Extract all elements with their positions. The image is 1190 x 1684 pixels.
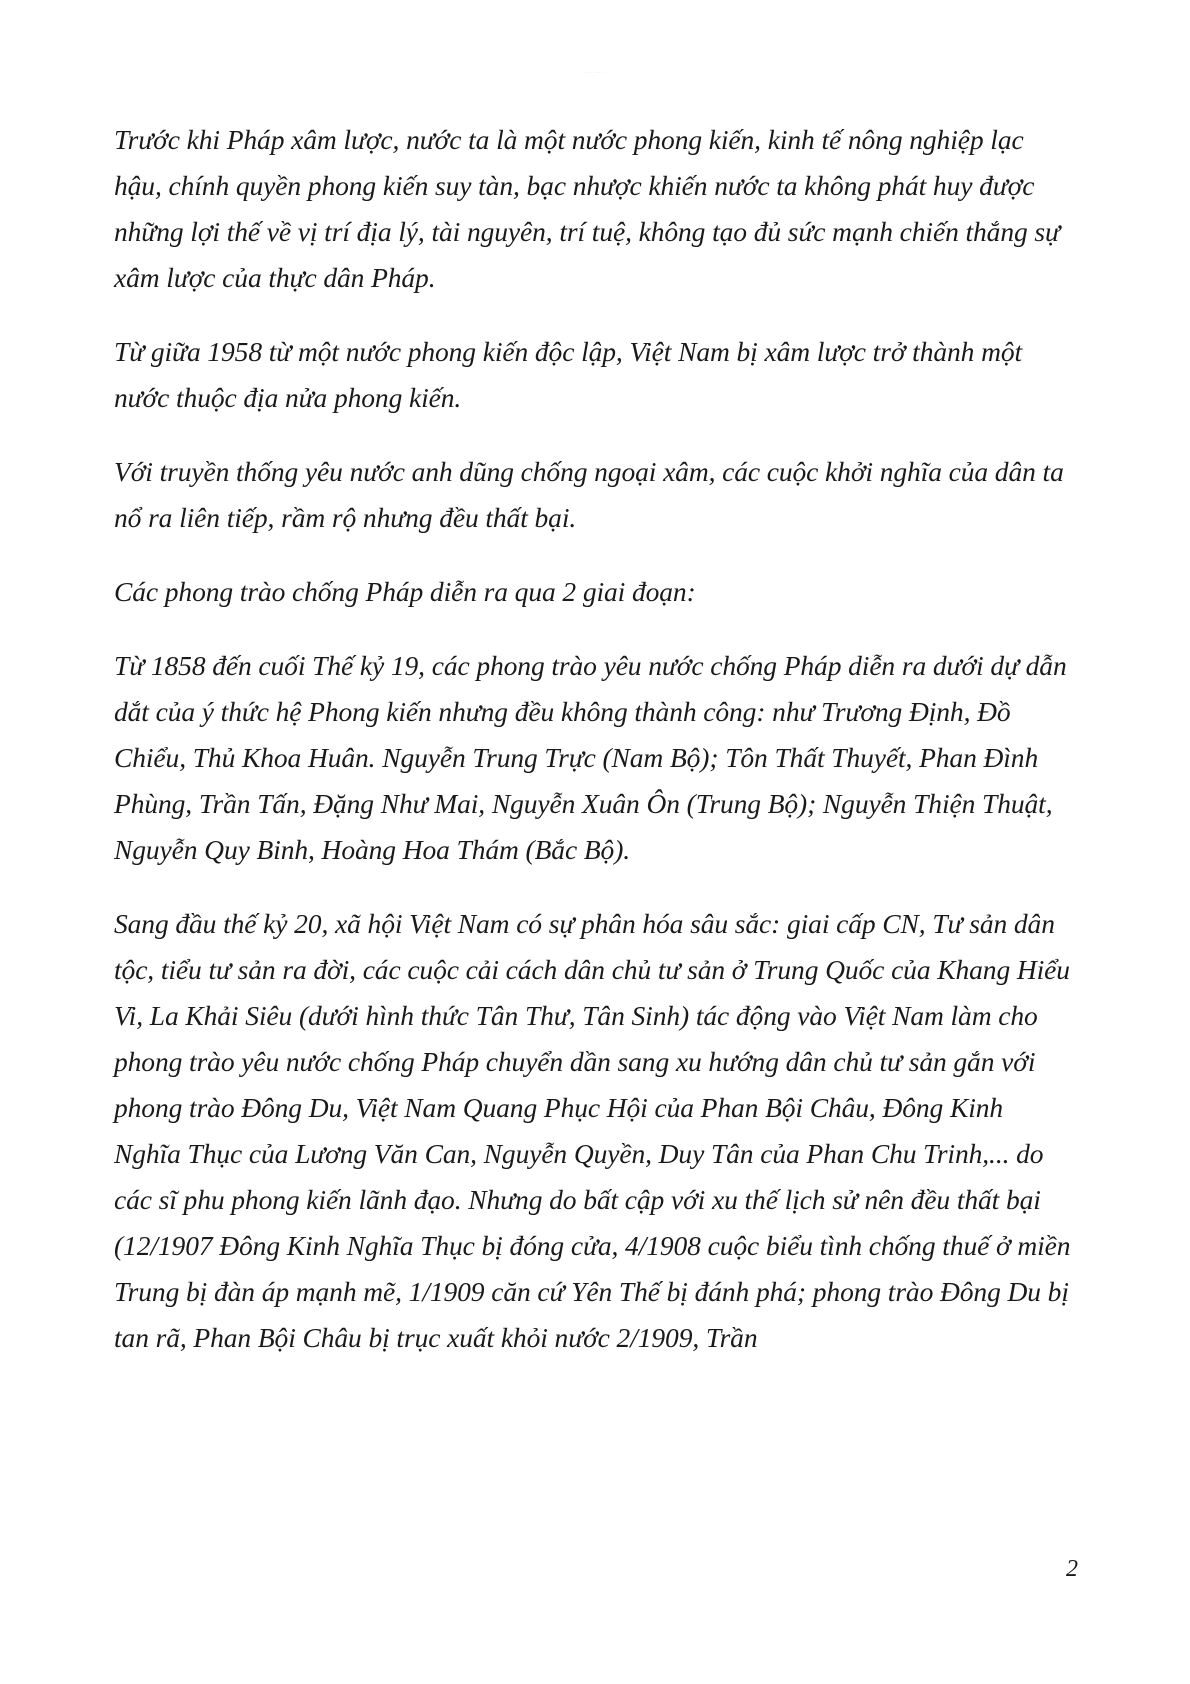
paragraph-phase-two: Sang đầu thế kỷ 20, xã hội Việt Nam có sự phân hóa sâu sắc: giai cấp CN, Tư sản dân tộc, tiểu tư sản ra đời, các cuộc cải cách dân chủ tư sản ở Trung Quốc của Khang Hiểu Vi, La Khải Siêu (dưới hình thức Tân Thư, Tân Sinh) tác động vào Việt Nam làm cho phong trào yêu nước chống Pháp chuyển dần sang xu hướng dân chủ tư sản gắn với phong trào Đông Du, Việt Nam Quang Phục Hội của Phan Bội Châu, Đông Kinh Nghĩa Thục của Lương Văn Can, Nguyễn Quyền, Duy Tân của Phan Chu Trinh,... do các sĩ phu phong kiến lãnh đạo. Nhưng do bất cập với xu thế lịch sử nên đều thất bại (12/1907 Đông Kinh Nghĩa Thục bị đóng cửa, 4/1908 cuộc biểu tình chống thuế ở miền Trung bị đàn áp mạnh mẽ, 1/1909 căn cứ Yên Thế bị đánh phá; phong trào Đông Du bị tan rã, Phan Bội Châu bị trục xuất khỏi nước 2/1909, Trần — [114, 908, 1071, 1353]
header-mark: ··· ·· ···· · — [584, 70, 606, 75]
paragraph-phase-one: Từ 1858 đến cuối Thế kỷ 19, các phong trào yêu nước chống Pháp diễn ra dưới dự dẫn dắt của ý thức hệ Phong kiến nhưng đều không thành công: như Trương Định, Đồ Chiểu, Thủ Khoa Huân. Nguyễn Trung Trực (Nam Bộ); Tôn Thất Thuyết, Phan Đình Phùng, Trần Tấn, Đặng Như Mai, Nguyễn Xuân Ôn (Trung Bộ); Nguyễn Thiện Thuật, Nguyễn Quy Binh, Hoàng Hoa Thám (Bắc Bộ). — [114, 650, 1067, 865]
paragraph-pre-colonial: Trước khi Pháp xâm lược, nước ta là một nước phong kiến, kinh tế nông nghiệp lạc hậu, chính quyền phong kiến suy tàn, bạc nhược khiến nước ta không phát huy được những lợi thế về vị trí địa lý, tài nguyên, trí tuệ, không tạo đủ sức mạnh chiến thắng sự xâm lược của thực dân Pháp. — [114, 124, 1060, 293]
page-number: 2 — [1066, 1556, 1078, 1582]
paragraph-colonization: Từ giữa 1958 từ một nước phong kiến độc lập, Việt Nam bị xâm lược trở thành một nước thuộc địa nửa phong kiến. — [114, 336, 1023, 413]
paragraph-two-phases: Các phong trào chống Pháp diễn ra qua 2 giai đoạn: — [114, 576, 696, 607]
paragraph-uprisings: Với truyền thống yêu nước anh dũng chống ngoại xâm, các cuộc khởi nghĩa của dân ta nổ ra liên tiếp, rầm rộ nhưng đều thất bại. — [114, 456, 1064, 533]
document-body — [114, 117, 1074, 1389]
